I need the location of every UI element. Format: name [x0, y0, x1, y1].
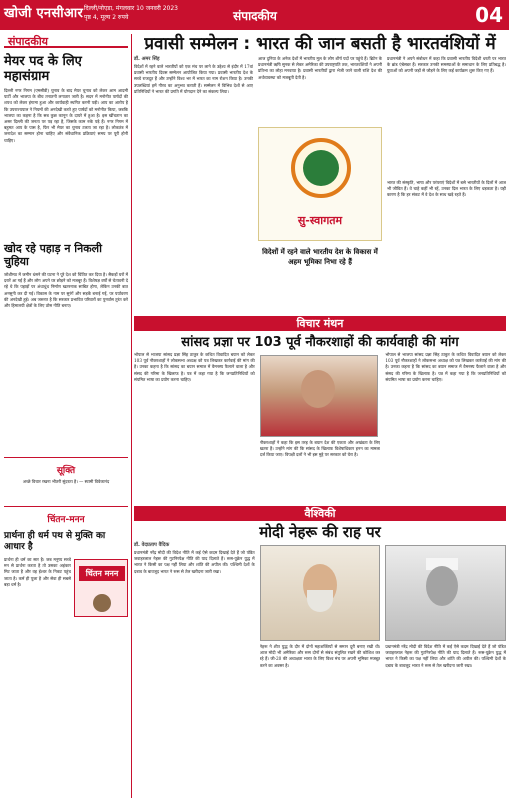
figure-icon — [93, 594, 111, 612]
lead-story — [134, 56, 506, 312]
lead-body-1: विदेशों में रहने वाले भारतीयों को एक मंच पर लाने के उद्देश्य से इंदौर में 17वां प्रवासी भारतीय दिवस सम्मेलन आयोजित किया गया। प्रवासी भारतीय देश के सच्चे राजदूत हैं और उन्होंने विश्व भर में भारत का नाम रोशन किया है। उनकी उपलब्धियां हमें गौरव का अनुभव कराती हैं। सम्मेलन में विभिन्न देशों से आए प्रतिनिधियों ने भारत की प्रगति में योगदान देने का संकल्प लिया। — [134, 64, 253, 94]
third-story — [134, 542, 506, 800]
main-area — [134, 34, 506, 798]
third-body-2: नेहरू ने शीत युद्ध के दौर में दोनों महाशक्तियों से समान दूरी बनाए रखी थी। आज मोदी भी अमेरिका और रूस दोनों से संबंध संतुलित रखने की कोशिश कर रहे हैं। जी-20 की अध्यक्षता भारत के लिए विश्व मंच पर अपनी भूमिका मजबूत करने का अवसर है। — [259, 644, 381, 668]
second-story — [134, 352, 506, 502]
second-headline: सांसद प्रज्ञा पर 103 पूर्व नौकरशाहों की कार्यवाही की मांग — [181, 335, 459, 350]
summit-emblem — [258, 127, 382, 241]
column-divider — [131, 34, 132, 798]
date-line: दिल्ली/नोएडा, मंगलवार 10 जनवरी 2023 पृष्ठ 4, मूल्य 2 रुपये — [84, 5, 179, 21]
illustration-label: चिंतन मनन — [79, 566, 125, 581]
pull-quote: विदेशों में रहने वाले भारतीय देश के विकास में अहम भूमिका निभा रहे हैं — [262, 248, 378, 266]
divider — [4, 506, 128, 507]
box-heading: चिंतन-मनन — [47, 515, 85, 525]
byline: डॉ. अमर सिंह — [134, 56, 160, 62]
modi-portrait — [260, 545, 381, 641]
beard-shape — [307, 590, 333, 612]
left-article-body-2: जोशीमठ में जमीन धंसने की घटना ने पूरे देश को चिंतित कर दिया है। सैकड़ों घरों में दरारें आ गई हैं और लोग अपने घर छोड़ने को मजबूर हैं। विशेषज्ञ वर्षों से चेतावनी दे रहे थे कि पहाड़ों पर अंधाधुंध निर्माण खतरनाक साबित होगा, लेकिन उनकी बात अनसुनी कर दी गई। विकास के नाम पर सुरंगें और सड़कें बनाई गईं, पर पर्यावरण की अनदेखी हुई। अब जरूरत है कि सरकार प्रभावित परिवारों का पुनर्वास तुरंत करे और हिमालयी क्षेत्रों के लिए ठोस नीति बनाए। — [4, 272, 128, 309]
quote-heading: सूक्ति — [56, 466, 76, 476]
main-headline: प्रवासी सम्मेलन : भारत की जान बसती है भारतवंशियों में — [144, 34, 496, 54]
second-body-2: नौकरशाहों ने कहा कि इस तरह के बयान देश की एकता और अखंडता के लिए खतरा हैं। उन्होंने मांग की कि सांसद के खिलाफ विशेषाधिकार हनन का मामला दर्ज किया जाए। विपक्षी दलों ने भी इस मुद्दे पर सरकार को घेरा है। — [259, 440, 381, 458]
left-headline: मेयर पद के लिए महासंग्राम — [4, 54, 82, 84]
emblem-caption: सु-स्वागतम — [297, 214, 343, 227]
lead-body-4: भारत की संस्कृति, भाषा और परंपराएं विदेशों में बसे भारतीयों के दिलों में आज भी जीवित हैं। वे चाहे कहीं भी रहें, उनका दिल भारत के लिए धड़कता है। यही कारण है कि हर संकट में वे देश के साथ खड़े रहते हैं। — [387, 180, 506, 198]
globe-icon — [303, 150, 339, 186]
second-body-3: भोपाल से भाजपा सांसद प्रज्ञा सिंह ठाकुर के कथित विवादित बयान को लेकर 103 पूर्व नौकरशाहों ने लोकसभा अध्यक्ष को पत्र लिखकर कार्रवाई की मांग की है। उनका कहना है कि सांसद का बयान समाज में वैमनस्य फैलाने वाला है और संसद की गरिमा के खिलाफ है। पत्र में कहा गया है कि जनप्रतिनिधियों को संयमित भाषा का प्रयोग करना चाहिए। — [385, 352, 507, 382]
third-headline: मोदी नेहरू की राह पर — [259, 523, 381, 541]
quote-text: अच्छे विचार रखना भीतरी सुंदरता है। — स्वामी विवेकानंद — [22, 479, 110, 484]
section-bar-vichar: विचार मंथन — [134, 316, 506, 331]
person-icon — [301, 370, 335, 408]
box-title: प्रार्थना ही धर्म पथ से मुक्ति का आधार है — [4, 531, 106, 552]
nehru-portrait — [385, 545, 506, 641]
byline-2: डॉ. वेदप्रताप वैदिक — [134, 542, 170, 548]
left-column — [4, 34, 128, 798]
lead-body-3: प्रधानमंत्री ने अपने संबोधन में कहा कि प्रवासी भारतीय विदेशी धरती पर भारत के ब्रांड एंबेसडर हैं। सरकार उनकी समस्याओं के समाधान के लिए प्रतिबद्ध है। युवाओं को अपनी जड़ों से जोड़ने के लिए कई कार्यक्रम शुरू किए गए हैं। — [387, 56, 506, 74]
box-body: प्रार्थना ही धर्म का सार है। जब मनुष्य सच्चे मन से प्रार्थना करता है तो उसका अहंकार मिट जाता है और वह ईश्वर के निकट पहुंच जाता है। कर्म ही पूजा है और सेवा ही सबसे बड़ा धर्म है। — [4, 557, 71, 587]
person-icon — [426, 566, 458, 606]
section-title: संपादकीय — [233, 9, 277, 23]
third-body-3: प्रधानमंत्री नरेंद्र मोदी की विदेश नीति में कई ऐसे कदम दिखाई देते हैं जो पंडित जवाहरलाल नेहरू की गुटनिरपेक्ष नीति की याद दिलाते हैं। रूस-यूक्रेन युद्ध में भारत ने किसी का पक्ष नहीं लिया और शांति की अपील की। पश्चिमी देशों के दबाव के बावजूद भारत ने रूस से तेल खरीदना जारी रखा। — [385, 644, 507, 668]
section-bar-vaishviki: वैश्विकी — [134, 506, 506, 521]
lead-body-2: आज दुनिया के अनेक देशों में भारतीय मूल के लोग शीर्ष पदों पर पहुंचे हैं। ब्रिटेन के प्रधानमंत्री ऋषि सुनक से लेकर अमेरिका की उपराष्ट्रपति तक, भारतवंशियों ने अपनी प्रतिभा का लोहा मनवाया है। प्रवासी भारतीयों द्वारा भेजी जाने वाली राशि देश की अर्थव्यवस्था को मजबूती देती है। — [258, 56, 382, 80]
masthead — [0, 0, 509, 30]
mp-photo — [260, 355, 378, 437]
page-number: 04 — [475, 3, 503, 27]
chintan-illustration — [74, 559, 128, 617]
divider — [4, 457, 128, 458]
editorial-badge: संपादकीय — [4, 34, 128, 48]
left-headline-2: खोद रहे पहाड़ न निकली चुहिया — [4, 242, 102, 268]
left-article-body: दिल्ली नगर निगम (एमसीडी) चुनाव के बाद मेयर चुनाव को लेकर आम आदमी पार्टी और भाजपा के बीच तनातनी लगातार जारी है। सदन में मनोनीत पार्षदों की शपथ को लेकर हंगामा हुआ और कार्यवाही स्थगित करनी पड़ी। आप का आरोप है कि उपराज्यपाल ने नियमों की अनदेखी करते हुए पार्षदों को मनोनीत किया, जबकि भाजपा का कहना है कि सब कुछ कानून के दायरे में हुआ है। इस खींचतान का असर दिल्ली की जनता पर पड़ रहा है, जिसके काम रुके पड़े हैं। नगर निगम में बहुमत आप के पास है, फिर भी मेयर का चुनाव टलता जा रहा है। लोकतंत्र में जनादेश का सम्मान होना चाहिए और संवैधानिक प्रक्रियाएं समय पर पूरी होनी चाहिए। — [4, 88, 128, 143]
newspaper-logo: खोजी एनसीआर — [4, 6, 84, 21]
third-body-1: प्रधानमंत्री नरेंद्र मोदी की विदेश नीति में कई ऐसे कदम दिखाई देते हैं जो पंडित जवाहरलाल नेहरू की गुटनिरपेक्ष नीति की याद दिलाते हैं। रूस-यूक्रेन युद्ध में भारत ने किसी का पक्ष नहीं लिया और शांति की अपील की। पश्चिमी देशों के दबाव के बावजूद भारत ने रूस से तेल खरीदना जारी रखा। — [134, 550, 255, 574]
second-body-1: भोपाल से भाजपा सांसद प्रज्ञा सिंह ठाकुर के कथित विवादित बयान को लेकर 103 पूर्व नौकरशाहों ने लोकसभा अध्यक्ष को पत्र लिखकर कार्रवाई की मांग की है। उनका कहना है कि सांसद का बयान समाज में वैमनस्य फैलाने वाला है और संसद की गरिमा के खिलाफ है। पत्र में कहा गया है कि जनप्रतिनिधियों को संयमित भाषा का प्रयोग करना चाहिए। — [134, 352, 255, 382]
